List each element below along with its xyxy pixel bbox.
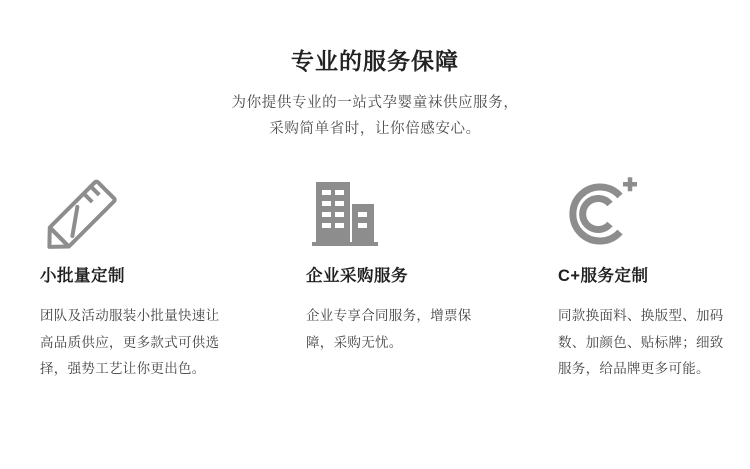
c-plus-badge-icon [558, 172, 642, 256]
page-title: 专业的服务保障 [291, 48, 459, 74]
feature-item-enterprise-purchase [250, 172, 500, 382]
feature-title: 企业采购服务 [306, 267, 408, 285]
header [0, 0, 750, 143]
office-building-icon [306, 172, 386, 256]
feature-title: C+服务定制 [558, 267, 649, 285]
page-subtitle-line-2: 采购简单省时，让你倍感安心。 [269, 121, 481, 138]
feature-item-small-batch [0, 172, 250, 382]
feature-description: 企业专享合同服务，增票保障，采购无忧。 [306, 308, 472, 350]
feature-title: 小批量定制 [40, 267, 125, 285]
feature-description: 团队及活动服装小批量快速让高品质供应，更多款式可供选择，强势工艺让你更出色。 [40, 308, 220, 377]
pencil-ruler-icon [40, 172, 126, 256]
feature-description: 同款换面料、换版型、加码数、加颜色、贴标牌；细致服务，给品牌更多可能。 [558, 308, 724, 377]
page-subtitle [0, 90, 750, 144]
feature-item-c-plus-service [500, 172, 750, 382]
page-subtitle-line-1: 为你提供专业的一站式孕婴童袜供应服务， [231, 94, 519, 111]
feature-columns [0, 172, 750, 382]
